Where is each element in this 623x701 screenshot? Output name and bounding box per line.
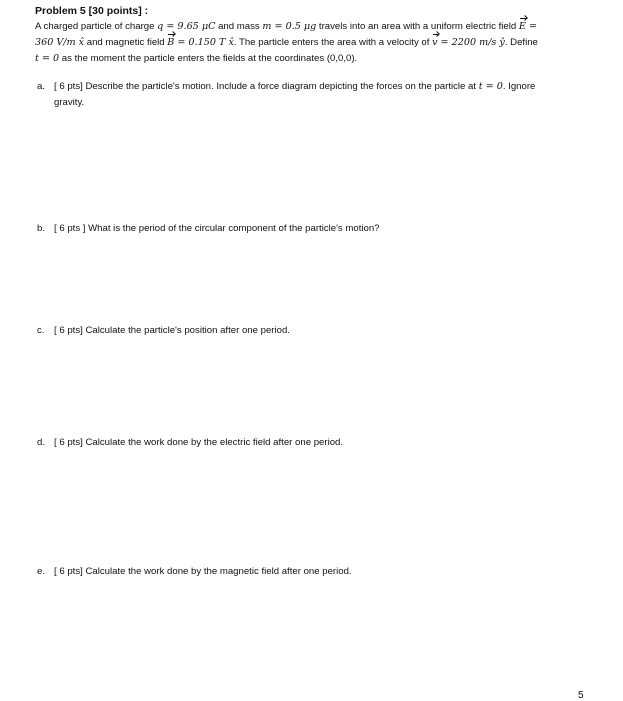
part-letter: e. — [37, 566, 46, 577]
statement-line-1: A charged particle of charge q = 9.65 μC and mass m = 0.5 μg travels into an area with a uniform electric field E = — [35, 19, 590, 35]
time-zero-expression: t = 0 — [35, 53, 60, 64]
magnetic-field-vector: B — [167, 35, 174, 51]
problem-statement — [35, 19, 590, 67]
part-c: c. [ 6 pts] Calculate the particle's position after one period. — [37, 323, 290, 339]
part-b: b. [ 6 pts ] What is the period of the circular component of the particle's motion? — [37, 221, 380, 237]
part-d: d. [ 6 pts] Calculate the work done by the electric field after one period. — [37, 435, 343, 451]
part-a: a. [ 6 pts] Describe the particle's motion. Include a force diagram depicting the forces on the particle at t = 0. Ignore gravity. — [37, 79, 535, 111]
velocity-vector: v — [432, 35, 437, 51]
electric-field-vector: E — [519, 19, 526, 35]
part-letter: b. — [37, 223, 46, 234]
electric-field-value: 360 V/m x̂ — [35, 37, 85, 48]
mass-expression: m = 0.5 μg — [262, 21, 317, 32]
problem-title: Problem 5 [30 points] : — [35, 5, 149, 17]
part-letter: d. — [37, 437, 46, 448]
magnetic-field-value: = 0.150 T x̂ — [174, 37, 234, 48]
part-e: e. [ 6 pts] Calculate the work done by the magnetic field after one period. — [37, 564, 352, 580]
page-number: 5 — [578, 690, 584, 701]
part-letter: a. — [37, 81, 46, 92]
statement-line-3: t = 0 as the moment the particle enters the fields at the coordinates (0,0,0). — [35, 53, 358, 64]
velocity-value: = 2200 m/s ŷ — [437, 37, 505, 48]
statement-line-2: 360 V/m x̂ and magnetic field B = 0.150 T x̂. The particle enters the area with a velocity of v = 2200 m/s ŷ. Define — [35, 35, 590, 51]
part-a-continuation: gravity. — [54, 97, 85, 108]
part-letter: c. — [37, 325, 45, 336]
charge-expression: q = 9.65 μC — [157, 21, 216, 32]
